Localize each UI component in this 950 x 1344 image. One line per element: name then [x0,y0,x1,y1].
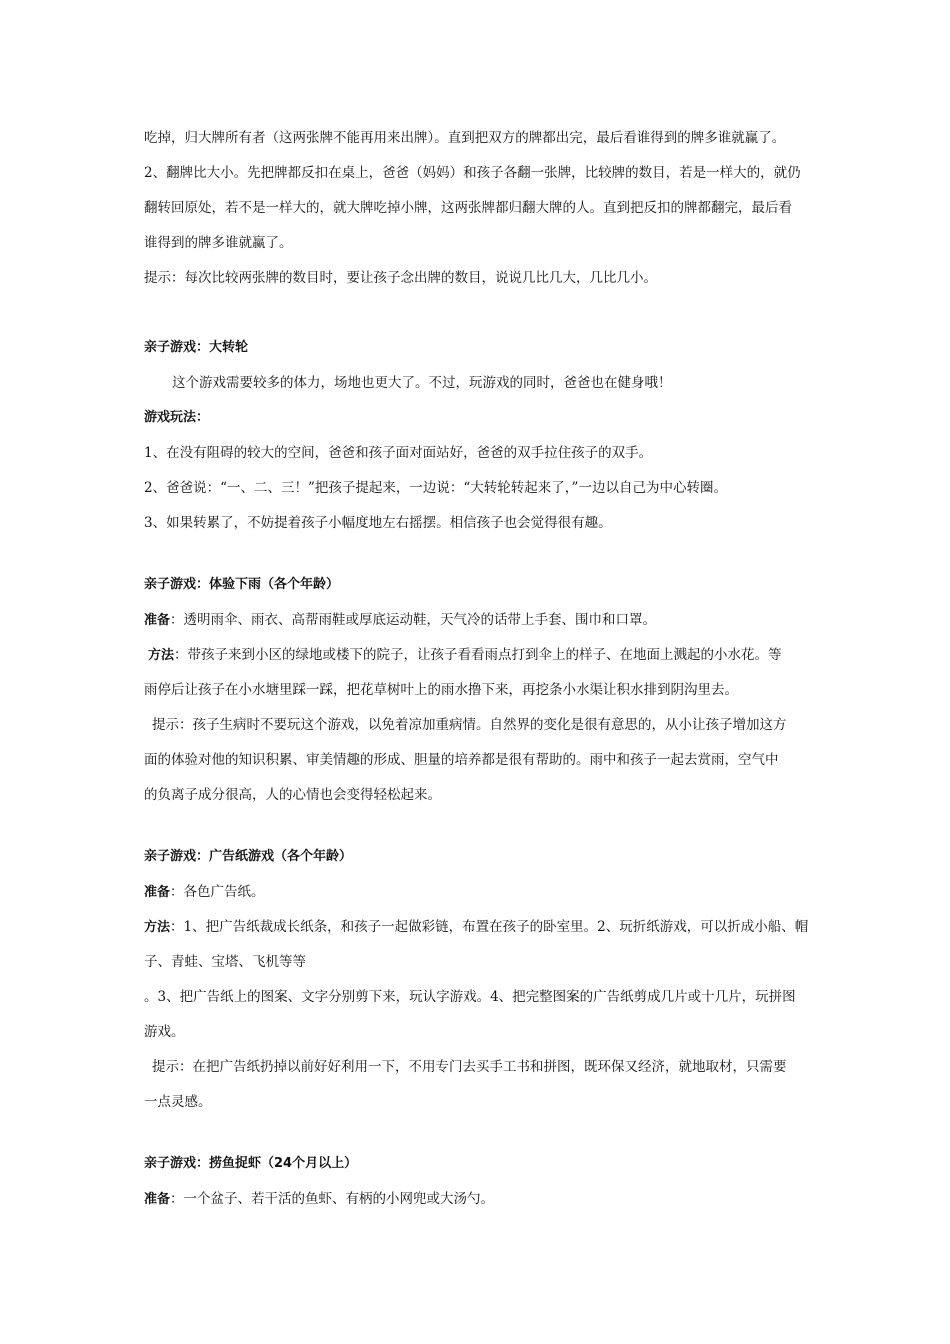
paragraph-line: 游戏。 [144,1024,185,1040]
tip-line: 提示：孩子生病时不要玩这个游戏，以免着凉加重病情。自然界的变化是很有意思的，从小让孩子增加这方 [152,717,787,733]
prep-label: 准备 [144,1192,171,1207]
step-line: 3、如果转累了，不妨提着孩子小幅度地左右摇摆。相信孩子也会觉得很有趣。 [144,515,612,531]
section-heading: 亲子游戏：体验下雨（各个年龄） [144,577,340,592]
method-label: 方法 [148,648,175,663]
prep-line [144,610,812,631]
paragraph-line: 面的体验对他的知识积累、审美情趣的形成、胆量的培养都是很有帮助的。雨中和孩子一起去赏雨，空气中 [144,752,779,768]
paragraph-line: 一点灵感。 [144,1094,212,1110]
section-heading: 亲子游戏：捞鱼捉虾（24个月以上） [144,1156,358,1171]
prep-label: 准备 [144,613,171,628]
tip-line: 提示：在把广告纸扔掉以前好好利用一下，不用专门去买手工书和拼图，既环保又经济，就地取材，只需要 [152,1059,787,1075]
step-line: 2、爸爸说：“一、二、三！”把孩子提起来，一边说：“大转轮转起来了，”一边以自己为中心转圈。 [144,480,727,496]
prep-text: ：各色广告纸。 [170,884,265,900]
prep-text: ：一个盆子、若干活的鱼虾、有柄的小网兜或大汤勺。 [170,1191,495,1207]
intro-line: 这个游戏需要较多的体力，场地也更大了。不过，玩游戏的同时，爸爸也在健身哦！ [172,375,672,391]
paragraph-line: 谁得到的牌多谁就赢了。 [144,235,293,251]
section-heading: 亲子游戏：大转轮 [144,340,249,355]
paragraph-line: 。3、把广告纸上的图案、文字分别剪下来，玩认字游戏。4、把完整图案的广告纸剪成几片或十几片，玩拼图 [144,989,796,1005]
paragraph-line: 吃掉，归大牌所有者（这两张牌不能再用来出牌）。直到把双方的牌都出完，最后看谁得到的牌多谁就赢了。 [144,130,786,146]
subheading: 游戏玩法： [144,410,210,425]
paragraph-line: 子、青蛙、宝塔、飞机等等 [144,954,306,970]
method-line [144,917,812,938]
prep-text: ：透明雨伞、雨衣、高帮雨鞋或厚底运动鞋，天气冷的话带上手套、围巾和口罩。 [170,612,657,628]
method-text: ：带孩子来到小区的绿地或楼下的院子，让孩子看看雨点打到伞上的样子、在地面上溅起的小水花。等 [174,647,782,663]
paragraph-line: 雨停后让孩子在小水塘里踩一踩，把花草树叶上的雨水撸下来，再挖条小水渠让积水排到阴沟里去。 [144,682,738,698]
step-line: 1、在没有阻碍的较大的空间，爸爸和孩子面对面站好，爸爸的双手拉住孩子的双手。 [144,445,653,461]
tip-line: 提示：每次比较两张牌的数目时，要让孩子念出牌的数目，说说几比几大，几比几小。 [144,270,657,286]
paragraph-line: 翻转回原处，若不是一样大的，就大牌吃掉小牌，这两张牌都归翻大牌的人。直到把反扣的牌都翻完，最后看 [144,200,792,216]
paragraph-line: 2、翻牌比大小。先把牌都反扣在桌上，爸爸（妈妈）和孩子各翻一张牌，比较牌的数目，若是一样大的，就仍 [144,165,801,181]
paragraph-line: 的负离子成分很高，人的心情也会变得轻松起来。 [144,787,441,803]
section-heading: 亲子游戏：广告纸游戏（各个年龄） [144,849,353,864]
method-line [144,645,816,666]
method-text: ：1、把广告纸裁成长纸条，和孩子一起做彩链，布置在孩子的卧室里。2、玩折纸游戏，可以折成小船、帽 [170,919,809,935]
prep-line [144,882,812,903]
prep-label: 准备 [144,885,171,900]
prep-line [144,1189,812,1210]
method-label: 方法 [144,920,171,935]
